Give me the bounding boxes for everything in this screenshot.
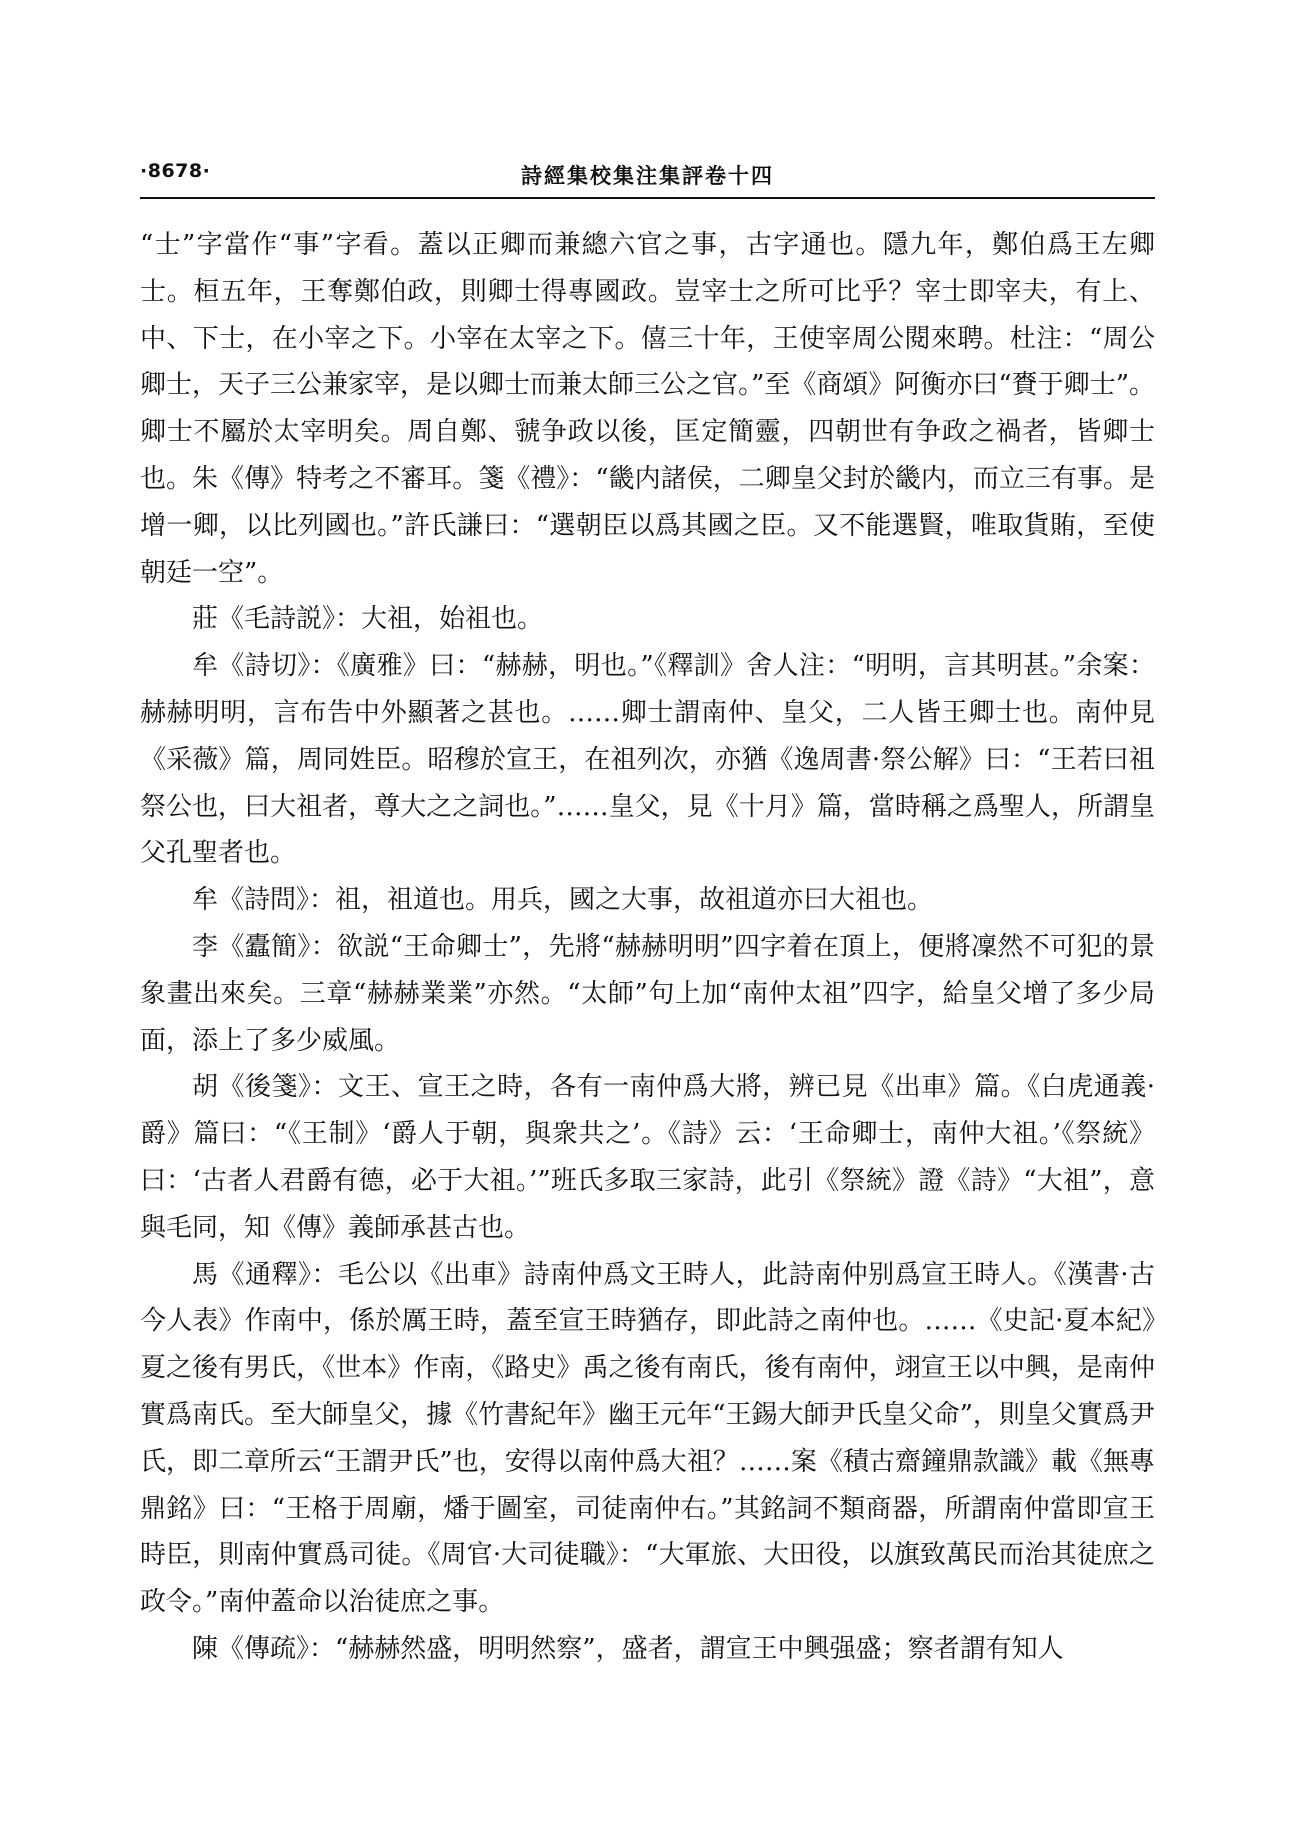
header-rule bbox=[140, 197, 1155, 199]
paragraph-chen-chuanshu: 陳《傳疏》：“赫赫然盛，明明然察”，盛者，謂宣王中興强盛；察者謂有知人 bbox=[192, 1633, 1064, 1664]
paragraph-mou-shiqie: 牟《詩切》：《廣雅》曰：“赫赫，明也。”《釋訓》舍人注：“明明，言其明甚。”余案：赫赫明明，言布告中外顯著之甚也。……卿士謂南仲、皇父，二人皆王卿士也。南仲見《采薇》篇，周同姓臣。昭穆於宣王，在祖列次，亦猶《逸周書·祭公解》曰：“王若曰祖祭公也，曰大祖者，尊大之之詞也。”……皇父，見《十月》篇，當時稱之爲聖人，所謂皇父孔聖者也。 bbox=[140, 651, 1155, 869]
paragraph-continuation: “士”字當作“事”字看。蓋以正卿而兼總六官之事，古字通也。隱九年，鄭伯爲王左卿士。桓五年，王奪鄭伯政，則卿士得專國政。豈宰士之所可比乎？宰士即宰夫，有上、中、下士，在小宰之下。小宰在太宰之下。僖三十年，王使宰周公閱來聘。杜注：“周公卿士，天子三公兼家宰，是以卿士而兼太師三公之官。”至《商頌》阿衡亦曰“賚于卿士”。卿士不屬於太宰明矣。周自鄭、虢争政以後，匡定簡靈，四朝世有争政之禍者，皆卿士也。朱《傳》特考之不審耳。箋《禮》：“畿内諸侯，二卿皇父封於畿内，而立三有事。是增一卿，以比列國也。”許氏謙曰：“選朝臣以爲其國之臣。又不能選賢，唯取貨賄，至使朝廷一空”。 bbox=[140, 230, 1155, 588]
page-number: ·8678· bbox=[140, 160, 211, 182]
running-title: 詩經集校集注集評卷十四 bbox=[521, 163, 774, 188]
paragraph-mou-shiwen: 牟《詩問》：祖，祖道也。用兵，國之大事，故祖道亦曰大祖也。 bbox=[192, 885, 934, 916]
paragraph-hu-houjian: 胡《後箋》：文王、宣王之時，各有一南仲爲大將，辨已見《出車》篇。《白虎通義·爵》篇曰：“《王制》‘爵人于朝，與衆共之’。《詩》云：‘王命卿士，南仲大祖。’《祭統》曰：‘古者人君爵有德，必于大祖。’”班氏多取三家詩，此引《祭統》證《詩》“大祖”，意與毛同，知《傳》義師承甚古也。 bbox=[140, 1072, 1155, 1243]
paragraph-li-dujian: 李《蠹簡》：欲説“王命卿士”，先將“赫赫明明”四字着在頂上，便將凜然不可犯的景象畫出來矣。三章“赫赫業業”亦然。“太師”句上加“南仲太祖”四字，給皇父增了多少局面，添上了多少威風。 bbox=[140, 931, 1155, 1056]
paragraph-zhuang-maoshishuo: 莊《毛詩説》：大祖，始祖也。 bbox=[192, 604, 544, 635]
page-header bbox=[140, 160, 1155, 196]
body-text bbox=[140, 222, 1155, 1673]
paragraph-ma-tongshi: 馬《通釋》：毛公以《出車》詩南仲爲文王時人，此詩南仲别爲宣王時人。《漢書·古今人表》作南中，係於厲王時，蓋至宣王時猶存，即此詩之南仲也。……《史記·夏本紀》夏之後有男氏，《世本》作南，《路史》禹之後有南氏，後有南仲，翊宣王以中興，是南仲實爲南氏。至大師皇父，據《竹書紀年》幽王元年“王錫大師尹氏皇父命”，則皇父實爲尹氏，即二章所云“王謂尹氏”也，安得以南仲爲大祖？……案《積古齋鐘鼎款識》載《無專鼎銘》曰：“王格于周廟，燔于圖室，司徒南仲右。”其銘詞不類商器，所謂南仲當即宣王時臣，則南仲實爲司徒。《周官·大司徒職》：“大軍旅、大田役，以旗致萬民而治其徒庶之政令。”南仲蓋命以治徒庶之事。 bbox=[140, 1259, 1155, 1618]
